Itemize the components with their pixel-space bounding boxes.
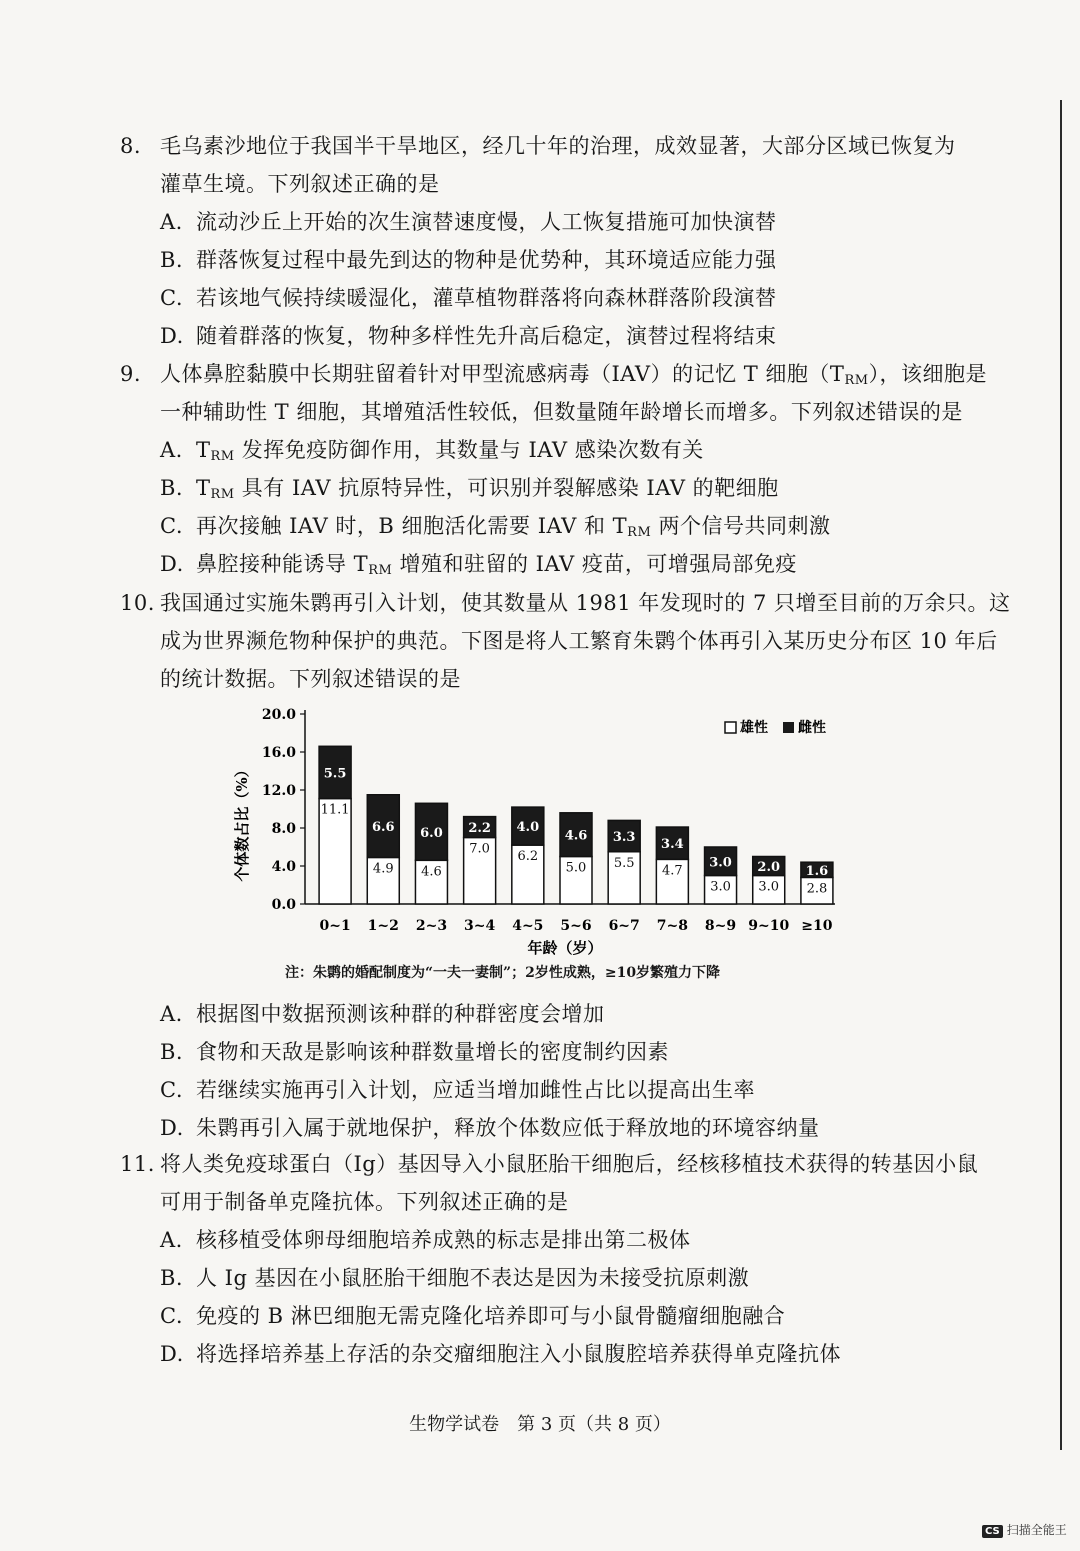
option-c: C. 免疫的 B 淋巴细胞无需克隆化培养即可与小鼠骨髓瘤细胞融合: [160, 1304, 786, 1328]
question-number: 11.: [120, 1152, 155, 1176]
option-a: A. 根据图中数据预测该种群的种群密度会增加: [160, 1002, 605, 1026]
data-label-male: 7.0: [469, 841, 490, 857]
question-10: [120, 584, 1020, 698]
question-stem-line: 灌草生境。下列叙述正确的是: [160, 172, 440, 196]
x-tick-label: 1~2: [367, 918, 399, 934]
scanner-watermark: CS 扫描全能王: [982, 1521, 1067, 1538]
question-stem-line: 成为世界濒危物种保护的典范。下图是将人工繁育朱鹮个体再引入某历史分布区 10 年后: [160, 629, 998, 653]
page-edge-rule: [1060, 100, 1062, 1450]
data-label-female: 4.6: [564, 828, 588, 844]
x-tick-label: 7~8: [656, 918, 688, 934]
age-structure-chart: [225, 700, 865, 960]
option-d: D. 随着群落的恢复，物种多样性先升高后稳定，演替过程将结束: [160, 324, 777, 348]
data-label-male: 3.0: [710, 879, 731, 895]
data-label-female: 4.0: [516, 820, 540, 836]
y-tick-label: 20.0: [261, 707, 296, 723]
question-stem-line: 一种辅助性 T 细胞，其增殖活性较低，但数量随年龄增长而增多。下列叙述错误的是: [160, 400, 963, 424]
data-label-male: 4.6: [421, 864, 442, 880]
y-tick-label: 12.0: [261, 783, 296, 799]
data-label-male: 3.0: [758, 879, 780, 895]
data-label-male: 4.9: [372, 861, 394, 877]
x-tick-label: ≥10: [801, 918, 833, 934]
data-label-female: 6.0: [420, 825, 443, 841]
question-stem-line: 的统计数据。下列叙述错误的是: [160, 667, 461, 691]
question-number: 9.: [120, 362, 142, 386]
option-a: A. 流动沙丘上开始的次生演替速度慢，人工恢复措施可加快演替: [160, 210, 777, 234]
chart-legend: [725, 719, 826, 736]
option-c: C. 若继续实施再引入计划，应适当增加雌性占比以提高出生率: [160, 1078, 755, 1102]
question-stem-line: 人体鼻腔黏膜中长期驻留着针对甲型流感病毒（IAV）的记忆 T 细胞$(T_{RM})$，该细胞是: [160, 362, 988, 388]
data-label-female: 6.6: [371, 820, 395, 836]
option-a: A. $T_{RM}$ 发挥免疫防御作用，其数量与 IAV 感染次数有关: [160, 438, 704, 464]
option-c: C. 再次接触 IAV 时，B 细胞活化需要 IAV 和 $T_{RM}$ 两个信号共同刺激: [160, 514, 831, 540]
legend-swatch-male: [725, 722, 736, 733]
question-number: 8.: [120, 134, 142, 158]
question-stem-line: 将人类免疫球蛋白（Ig）基因导入小鼠胚胎干细胞后，经核移植技术获得的转基因小鼠: [160, 1152, 979, 1176]
data-label-male: 11.1: [320, 802, 350, 818]
data-label-male: 5.5: [613, 855, 635, 871]
x-axis-label: 年龄（岁）: [527, 939, 603, 957]
y-tick-label: 8.0: [271, 821, 296, 837]
scanner-logo-icon: CS: [982, 1525, 1003, 1538]
question-stem-line: 毛乌素沙地位于我国半干旱地区，经几十年的治理，成效显著，大部分区域已恢复为: [160, 134, 956, 158]
data-label-female: 1.6: [805, 863, 829, 879]
option-d: D. 朱鹮再引入属于就地保护，释放个体数应低于释放地的环境容纳量: [160, 1116, 820, 1140]
option-d: D. 鼻腔接种能诱导 $T_{RM}$ 增殖和驻留的 IAV 疫苗，可增强局部免疫: [160, 552, 797, 578]
y-tick-label: 16.0: [261, 745, 296, 761]
option-a: A. 核移植受体卵母细胞培养成熟的标志是排出第二极体: [160, 1228, 691, 1252]
x-tick-label: 6~7: [608, 918, 640, 934]
data-label-male: 2.8: [806, 881, 828, 897]
data-label-male: 6.2: [517, 849, 539, 865]
question-number: 10.: [120, 591, 155, 615]
x-tick-label: 9~10: [748, 918, 790, 934]
legend-label-male: 雄性: [740, 720, 768, 736]
question-9: [120, 355, 1020, 583]
data-label-female: 3.3: [612, 830, 636, 846]
data-label-female: 5.5: [323, 766, 347, 782]
data-label-male: 4.7: [662, 863, 683, 879]
chart-bars: [319, 746, 833, 904]
y-tick-label: 0.0: [271, 897, 296, 913]
option-d: D. 将选择培养基上存活的杂交瘤细胞注入小鼠腹腔培养获得单克隆抗体: [160, 1342, 841, 1366]
question-stem-line: 我国通过实施朱鹮再引入计划，使其数量从 1981 年发现时的 7 只增至目前的万余只。这: [160, 591, 1011, 615]
question-8: [120, 127, 1020, 355]
data-label-female: 2.2: [468, 821, 491, 837]
page-footer: 生物学试卷 第 3 页（共 8 页）: [409, 1414, 671, 1435]
legend-swatch-female: [783, 722, 794, 733]
question-stem-line: 可用于制备单克隆抗体。下列叙述正确的是: [160, 1190, 569, 1214]
x-tick-label: 2~3: [415, 918, 448, 934]
data-label-female: 2.0: [757, 860, 781, 875]
option-b: B. 食物和天敌是影响该种群数量增长的密度制约因素: [160, 1040, 669, 1064]
data-label-female: 3.4: [661, 837, 684, 853]
x-tick-label: 0~1: [319, 918, 351, 934]
x-tick-label: 3~4: [464, 918, 496, 934]
question-10-options: [120, 995, 1020, 1147]
data-label-male: 5.0: [565, 860, 587, 876]
option-b: B. 群落恢复过程中最先到达的物种是优势种，其环境适应能力强: [160, 248, 777, 272]
data-label-female: 3.0: [709, 855, 732, 871]
legend-label-female: 雌性: [798, 720, 826, 736]
x-tick-label: 8~9: [704, 918, 737, 934]
option-b: B. $T_{RM}$ 具有 IAV 抗原特异性，可识别并裂解感染 IAV 的靶细胞: [160, 476, 779, 502]
chart-note: 注：朱鹮的婚配制度为“一夫一妻制”；2岁性成熟，≥10岁繁殖力下降: [285, 965, 721, 981]
y-axis-label: 个体数占比（%）: [233, 762, 251, 882]
option-c: C. 若该地气候持续暖湿化，灌草植物群落将向森林群落阶段演替: [160, 286, 777, 310]
question-11: [120, 1145, 1020, 1373]
option-b: B. 人 Ig 基因在小鼠胚胎干细胞不表达是因为未接受抗原刺激: [160, 1266, 750, 1290]
x-tick-label: 4~5: [512, 918, 544, 934]
x-tick-label: 5~6: [560, 918, 592, 934]
y-tick-label: 4.0: [271, 859, 296, 875]
